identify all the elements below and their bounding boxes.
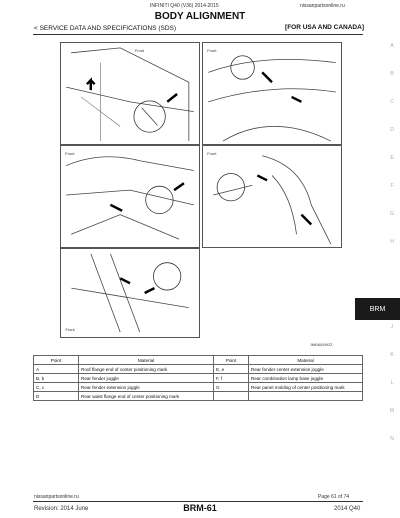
- side-letter[interactable]: A: [390, 43, 394, 49]
- figure-panel-lamp: [202, 145, 342, 248]
- table-cell: A: [34, 365, 79, 374]
- section-tab[interactable]: BRM: [355, 298, 400, 320]
- side-letter[interactable]: G: [390, 211, 394, 217]
- page-title: BODY ALIGNMENT: [154, 11, 246, 22]
- side-letter[interactable]: C: [390, 99, 394, 105]
- table-header: Point: [214, 356, 249, 365]
- side-letter[interactable]: D: [390, 127, 394, 133]
- figure-panel-interior: [60, 145, 200, 248]
- side-letter[interactable]: L: [390, 380, 394, 386]
- table-cell: Rear waist flange end of center positioning mark: [79, 392, 214, 401]
- figure-panel-fender: [202, 42, 342, 145]
- site-header-text: nissanpartsonline.ru: [300, 3, 345, 9]
- panel-label: Front: [65, 150, 75, 156]
- table-header: Point: [34, 356, 79, 365]
- site-footer-text: nissanpartsonline.ru: [34, 494, 79, 500]
- panel-label: Front: [134, 47, 145, 53]
- table-cell: [249, 392, 363, 401]
- region-label: [FOR USA AND CANADA]: [285, 24, 364, 31]
- table-cell: G: [214, 383, 249, 392]
- table-header: Material: [249, 356, 363, 365]
- table-cell: [214, 392, 249, 401]
- panel-label: Front: [65, 327, 75, 333]
- side-letter[interactable]: M: [389, 408, 395, 414]
- table-cell: D: [34, 392, 79, 401]
- table-row: [34, 383, 363, 392]
- section-breadcrumb[interactable]: < SERVICE DATA AND SPECIFICATIONS (SDS): [34, 25, 177, 32]
- table-row: [34, 374, 363, 383]
- panel-label: Front: [207, 150, 217, 156]
- revision-text: Revision: 2014 June: [34, 506, 89, 512]
- table-cell: E, e: [214, 365, 249, 374]
- page-of-text: Page 61 of 74: [318, 494, 350, 500]
- figure-code: JMKIA0049ZZ: [310, 343, 333, 347]
- side-letter[interactable]: H: [390, 239, 394, 245]
- table-cell: C, c: [34, 383, 79, 392]
- table-header: Material: [79, 356, 214, 365]
- side-letter[interactable]: N: [390, 436, 394, 442]
- side-letter[interactable]: J: [390, 324, 394, 330]
- table-cell: Rear combination lamp base joggle: [249, 374, 363, 383]
- table-cell: Rear fender joggle: [79, 374, 214, 383]
- alignment-points-table: [33, 355, 363, 401]
- side-letter[interactable]: B: [390, 71, 394, 77]
- table-cell: Roof flange end of center positioning mark: [79, 365, 214, 374]
- table-cell: F, f: [214, 374, 249, 383]
- table-row: [34, 392, 363, 401]
- side-letter[interactable]: E: [390, 155, 394, 161]
- table-header-row: [34, 356, 363, 365]
- table-row: [34, 365, 363, 374]
- side-letter[interactable]: K: [390, 352, 394, 358]
- table-cell: Rear fender center extension joggle: [249, 365, 363, 374]
- figure-panel-rear: [60, 248, 200, 338]
- figure-panel-roof: [60, 42, 200, 145]
- footer-divider: [33, 501, 363, 502]
- panel-label: Front: [207, 47, 217, 53]
- model-text: 2014 Q40: [334, 506, 361, 512]
- table-cell: Rear fender extension joggle: [79, 383, 214, 392]
- table-cell: Rear panel molding of center positioning mark: [249, 383, 363, 392]
- header-divider: [33, 34, 363, 35]
- side-letter[interactable]: F: [390, 183, 394, 189]
- page-number: BRM-61: [183, 503, 217, 513]
- table-cell: B, b: [34, 374, 79, 383]
- vehicle-text: INFINITI Q40 (V36) 2014-2015: [150, 3, 219, 9]
